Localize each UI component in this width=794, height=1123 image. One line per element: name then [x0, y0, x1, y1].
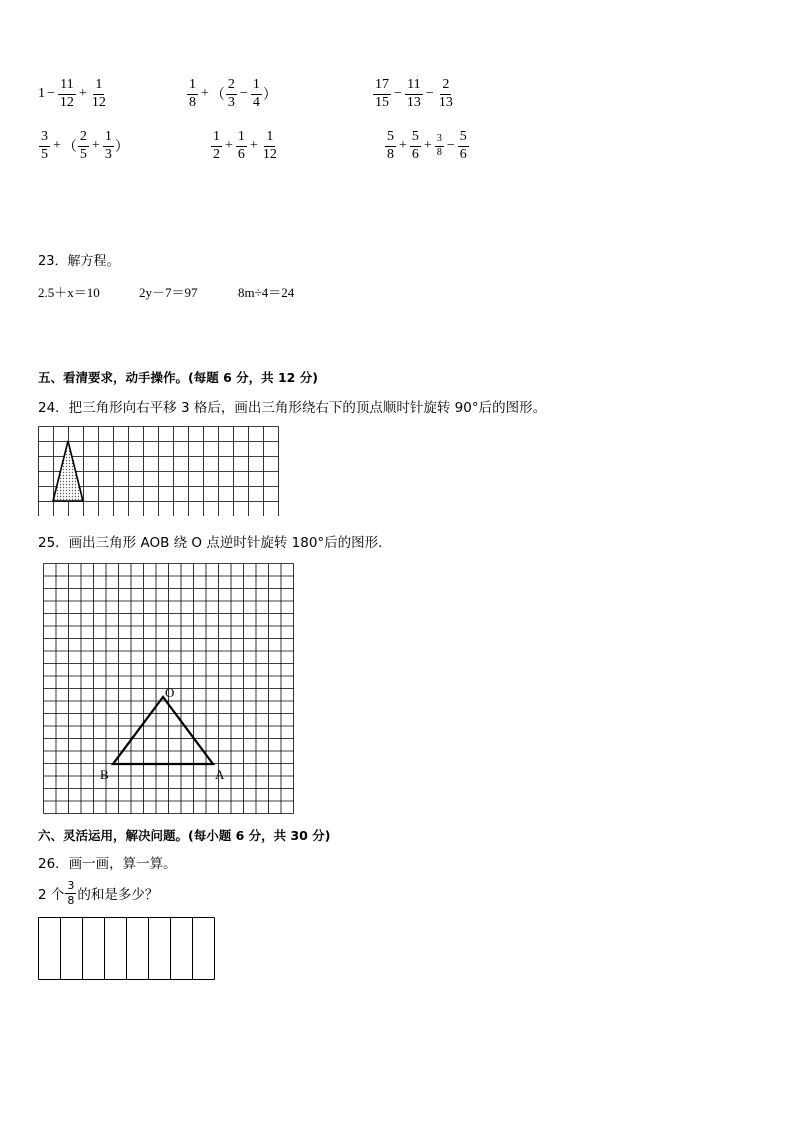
fraction: $\frac{3}{8}$ — [67, 879, 75, 907]
label-o: O — [165, 685, 175, 700]
calc-expression-4: $\frac{3}{5}$ + （ $\frac{2}{5}$ + $\frac{1}{3}$ ） — [41, 129, 129, 162]
calc-expression-6: $\frac{5}{8}$ + $\frac{5}{6}$ + $\frac{3}{8}$ − $\frac{5}{6}$ — [387, 129, 467, 162]
fraction: $\frac{5}{6}$ — [411, 129, 419, 162]
fraction: $\frac{1}{6}$ — [237, 129, 245, 162]
fraction: $\frac{1}{4}$ — [252, 77, 260, 110]
calc-expression-3: $\frac{17}{15}$ − $\frac{11}{13}$ − $\frac{2}{13}$ — [375, 77, 453, 110]
shaded-triangle — [53, 441, 83, 501]
fraction: $\frac{5}{6}$ — [459, 129, 467, 162]
fraction: $\frac{1}{2}$ — [213, 129, 220, 162]
fraction: $\frac{5}{8}$ — [387, 129, 394, 162]
fraction: $\frac{3}{8}$ — [436, 133, 442, 158]
fraction: $\frac{1}{8}$ — [189, 77, 196, 110]
fraction: $\frac{11}{13}$ — [406, 77, 421, 110]
fraction: $\frac{11}{12}$ — [59, 77, 74, 110]
calc-expression-2: $\frac{1}{8}$ + （ $\frac{2}{3}$ − $\frac{1}{4}$ ） — [189, 77, 277, 110]
rotation-grid — [43, 563, 295, 815]
question-26-prompt: 2 个 $\frac{3}{8}$ 的和是多少？ — [38, 879, 159, 907]
fraction: $\frac{17}{15}$ — [375, 77, 389, 110]
question-26-title: 26．画一画，算一算。 — [38, 856, 177, 872]
question-23-title: 23．解方程。 — [38, 254, 120, 269]
fraction-strip — [38, 917, 218, 981]
equation-1: 2.5＋x＝10 — [38, 285, 100, 300]
label-b: B — [100, 767, 109, 782]
fraction: $\frac{2}{5}$ — [79, 129, 87, 162]
label-a: A — [215, 767, 225, 782]
calc-expression-1: 1 − $\frac{11}{12}$ + $\frac{1}{12}$ — [38, 77, 106, 110]
question-25-title: 25．画出三角形 AOB 绕 O 点逆时针旋转 180°后的图形． — [38, 535, 392, 551]
question-24-title: 24．把三角形向右平移 3 格后，画出三角形绕右下的顶点顺时针旋转 90°后的图形。 — [38, 400, 547, 416]
triangle-aob — [113, 697, 213, 764]
fraction: $\frac{2}{13}$ — [438, 77, 453, 110]
fraction: $\frac{2}{3}$ — [227, 77, 235, 110]
calc-expression-5: $\frac{1}{2}$ + $\frac{1}{6}$ + $\frac{1}{12}$ — [213, 129, 277, 162]
fraction: $\frac{1}{3}$ — [104, 129, 112, 162]
fraction: $\frac{3}{5}$ — [41, 129, 48, 162]
equation-2: 2y－7＝97 — [139, 285, 198, 300]
fraction: $\frac{1}{12}$ — [262, 129, 277, 162]
section-5-title: 五、看清要求，动手操作。(每题 6 分，共 12 分) — [38, 370, 318, 385]
translation-grid — [38, 426, 280, 516]
fraction: $\frac{1}{12}$ — [91, 77, 106, 110]
equation-3: 8m÷4＝24 — [238, 285, 295, 300]
section-6-title: 六、灵活运用，解决问题。(每小题 6 分，共 30 分) — [38, 828, 331, 843]
